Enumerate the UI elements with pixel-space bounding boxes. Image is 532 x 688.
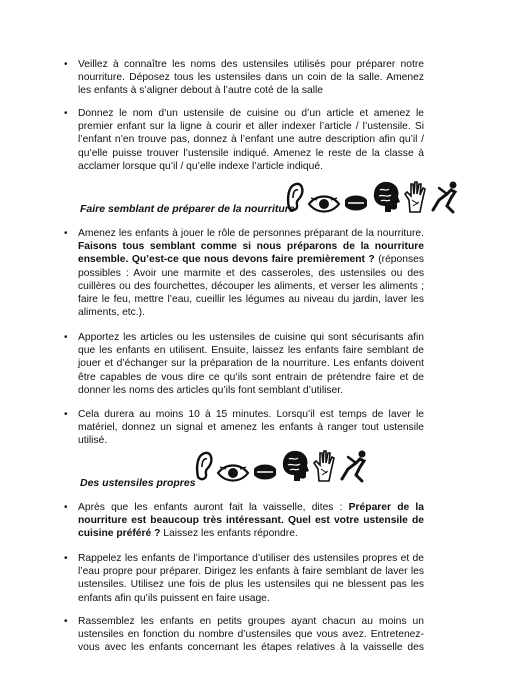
learning-icons — [285, 180, 459, 214]
eye-icon — [307, 194, 341, 214]
text-line: Amenez les enfants à jouer le rôle de personnes préparant de la nourriture. — [78, 228, 424, 239]
text-line: l’enfant n’en trouve pas, donnez à l’enfant une autre description afin qu’il / — [78, 134, 424, 146]
ear-icon — [285, 180, 305, 214]
body-movement-icon — [429, 180, 459, 214]
text-line: possibles : Avoir une marmite et des casseroles, des ustensiles ou des — [78, 267, 424, 279]
text-line: utilisé. — [78, 435, 108, 447]
text-line: enfants afin qu’ils puissent en faire usage. — [78, 592, 270, 604]
text-line: acclamer lorsque qu’il / qu’elle indexe l’article indiqué. — [78, 160, 323, 172]
list-item — [64, 107, 424, 173]
list-item — [64, 227, 425, 319]
text-line: ustensiles en fonction du nombre d’ustensiles que vous avez. Entretenez- — [78, 629, 424, 641]
hand-icon — [403, 180, 427, 214]
text-line: premier enfant sur la ligne à courir et aller indexer l’article / l’ustensile. Si — [78, 121, 424, 133]
text-line: nourriture. Déposez tous les ustensiles dans un coin de la salle. Amenez — [78, 72, 424, 84]
text-line: vous avec les enfants concernant les étapes relatives à la vaisselle des — [78, 642, 424, 654]
ear-icon — [194, 449, 214, 483]
eye-icon — [216, 463, 250, 483]
list-item — [64, 408, 424, 448]
list-item — [64, 552, 424, 605]
bullet-marker: • — [64, 502, 68, 513]
list-item — [64, 501, 424, 541]
section-heading: Des ustensiles propres — [80, 477, 196, 489]
learning-icons — [194, 449, 368, 483]
text-line: Cela durera au moins 10 à 15 minutes. Lorsqu’il est temps de laver le — [78, 409, 424, 420]
list-item — [64, 58, 424, 98]
text-line: Rassemblez les enfants en petits groupes ayant chacun au moins un — [78, 616, 424, 627]
text-line: Rappelez les enfants de l’importance d’utiliser des ustensiles propres et de — [78, 553, 424, 564]
text-line: Faisons tous semblant comme si nous préparons de la nourriture — [78, 241, 424, 253]
text-line: que les enfants en utilisent. Ensuite, laissez les enfants faire semblant de — [78, 345, 424, 357]
head-icon — [371, 180, 401, 214]
text-line: qu’elle puisse trouver l’ustensile indiqué. Amenez le reste de la classe à — [78, 147, 424, 159]
bullet-marker: • — [64, 409, 68, 420]
text-line: donner les noms des articles qu’ils font semblant d’utiliser. — [78, 384, 343, 396]
list-item — [64, 615, 424, 655]
text-line: Apportez les articles ou les ustensiles de cuisine qui sont sécurisants afin — [78, 332, 424, 343]
text-line: cuillères ou des fourchettes, découper les aliments, et verser les aliments ; — [78, 280, 424, 292]
bullet-marker: • — [64, 228, 68, 239]
mouth-icon — [343, 192, 369, 214]
bullet-marker: • — [64, 108, 68, 119]
text-line: nourriture est beaucoup très intéressant. Quel est votre ustensile de — [78, 515, 424, 527]
text-line: Après que les enfants auront fait la vaisselle, dites : Préparer de la — [78, 502, 424, 513]
list-item — [64, 331, 424, 397]
bullet-marker: • — [64, 616, 68, 627]
bullet-marker: • — [64, 553, 68, 564]
text-line: les enfants à s’aligner debout à l’autre coté de la salle — [78, 85, 323, 97]
text-line: faire le feu, mettre l’eau, cueillir les légumes au niveau du jardin, laver les — [78, 294, 424, 306]
text-line: aliments, etc.). — [78, 307, 145, 319]
text-line: ustensiles. Utilisez une fois de plus les ustensiles qui ne blessent pas les — [78, 579, 424, 591]
hand-icon — [312, 449, 336, 483]
text-line: matériel, donnez un signal et amenez les enfants à ranger tout ustensile — [78, 422, 424, 434]
text-line: jouer et d’échanger sur la préparation de la nourriture. Les enfants doivent — [78, 358, 424, 370]
text-line: Veillez à connaître les noms des ustensiles utilisés pour préparer notre — [78, 59, 424, 70]
bullet-marker: • — [64, 332, 68, 343]
head-icon — [280, 449, 310, 483]
body-movement-icon — [338, 449, 368, 483]
mouth-icon — [252, 461, 278, 483]
bullet-marker: • — [64, 59, 68, 70]
section-heading: Faire semblant de préparer de la nourriture — [80, 203, 295, 215]
text-line: être capables de vous dire ce qu’ils sont entrain de prétendre faire et de — [78, 371, 424, 383]
text-line: l’eau propre pour préparer. Dirigez les enfants à faire semblant de laver les — [78, 566, 424, 578]
text-line: Donnez le nom d’un ustensile de cuisine ou d’un article et amenez le — [78, 108, 424, 119]
text-line: cuisine préféré ? Laissez les enfants répondre. — [78, 528, 298, 540]
text-line: ensemble. Qu’est-ce que nous devons faire premièrement ? (réponses — [78, 254, 425, 266]
